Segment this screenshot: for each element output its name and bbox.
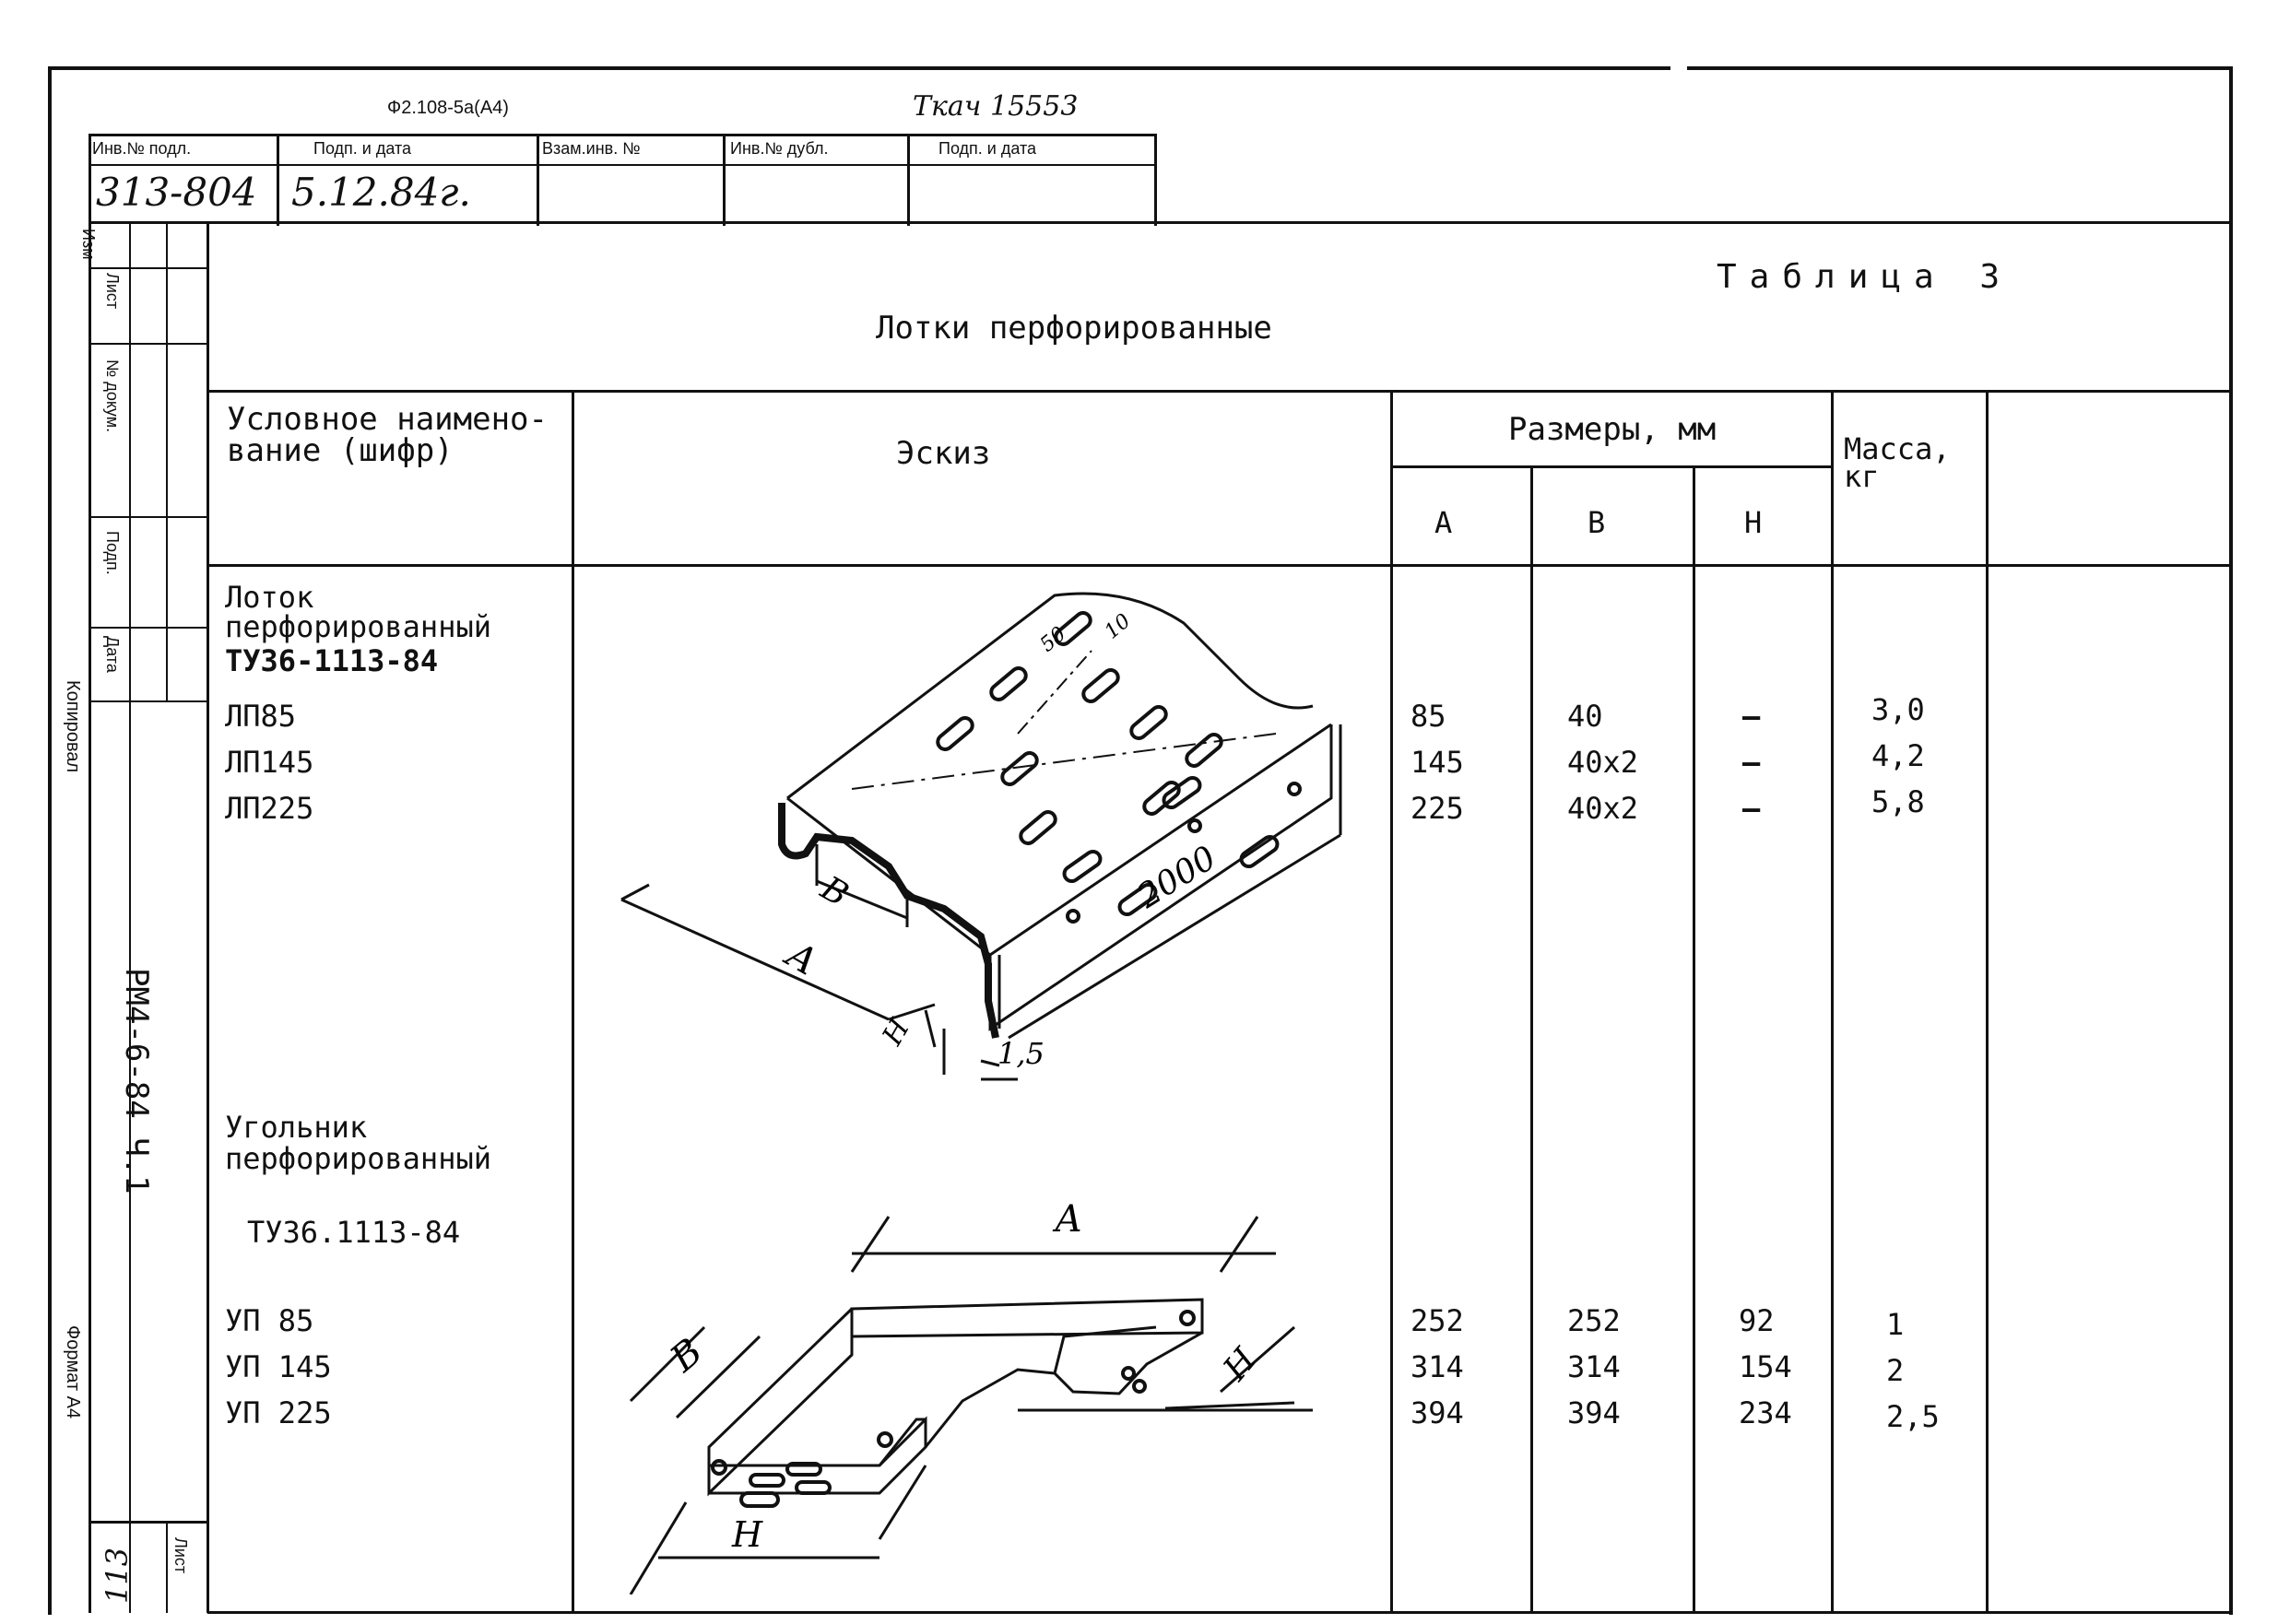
table-row-name: УП 85: [225, 1303, 314, 1338]
tray-label-b: В: [814, 869, 855, 915]
corner-label-b: В: [662, 1330, 711, 1381]
sheet-number: 113: [100, 1547, 135, 1604]
corner-name-col: [225, 1298, 332, 1436]
tray-a-col: [1410, 693, 1464, 831]
table-cell-b: 314: [1567, 1349, 1621, 1384]
table-cell-mass: 4,2: [1871, 738, 1925, 773]
signature: Ткач 15553: [913, 90, 1079, 123]
tray-name-col: [225, 693, 313, 831]
stamp-header-2: Подп. и дата: [313, 139, 412, 158]
table-cell-b: 40х2: [1567, 791, 1639, 826]
outer-border-right: [2229, 66, 2233, 1615]
corner-mass-col: [1886, 1301, 1940, 1440]
corner-label-h-bottom: Н: [732, 1514, 763, 1555]
group-spec: ТУ36.1113-84: [247, 1215, 461, 1250]
group-title: Угольник перфорированный: [225, 1110, 491, 1176]
tray-label-10: 10: [1100, 609, 1136, 644]
tray-mass-col: [1871, 687, 1925, 825]
table-row-name: УП 225: [225, 1395, 332, 1430]
sheet-label: Лист: [171, 1537, 190, 1574]
header-sketch: Эскиз: [896, 435, 991, 472]
table-caption: Таблица 3: [1717, 258, 2013, 296]
tray-label-a: А: [779, 933, 825, 984]
table-row-name: ЛП145: [225, 745, 314, 780]
tray-sketch: [575, 568, 1388, 1121]
corner-label-a: А: [1055, 1198, 1083, 1241]
margin-format: Формат А4: [63, 1325, 83, 1419]
header-dims: Размеры, мм: [1508, 411, 1717, 448]
outer-border-top-right: [1687, 66, 2231, 70]
stamp-header-5: Подп. и дата: [938, 139, 1037, 158]
stamp-date: 5.12.84г.: [291, 170, 471, 215]
table-row-name: УП 145: [225, 1349, 332, 1384]
table-title: Лотки перфорированные: [876, 310, 1272, 347]
table-cell-a: 314: [1410, 1349, 1464, 1384]
doc-code: РМ4-6-84 Ч.1: [118, 968, 155, 1194]
strip-label-docnum: № докум.: [103, 359, 122, 433]
table-cell-h: –: [1742, 699, 1761, 734]
tray-label-2000: 2000: [1131, 839, 1223, 916]
table-cell-mass: 2,5: [1886, 1399, 1940, 1434]
table-cell-h: 154: [1739, 1349, 1792, 1384]
outer-border-top: [48, 66, 1670, 70]
table-cell-a: 394: [1410, 1395, 1464, 1430]
stamp-header-1: Инв.№ подл.: [92, 139, 192, 158]
table-cell-h: –: [1742, 745, 1761, 780]
strip-label-podp: Подп.: [103, 531, 122, 575]
table-cell-b: 40: [1567, 699, 1603, 734]
tray-label-h: Н: [876, 1013, 917, 1051]
strip-label-izm: Изм: [79, 229, 98, 260]
table-cell-a: 225: [1410, 791, 1464, 826]
table-cell-h: 234: [1739, 1395, 1792, 1430]
table-cell-mass: 3,0: [1871, 692, 1925, 727]
table-cell-mass: 1: [1886, 1307, 1905, 1342]
header-name: Условное наимено- вание (шифр): [227, 401, 548, 469]
table-cell-a: 85: [1410, 699, 1446, 734]
table-cell-mass: 2: [1886, 1353, 1905, 1388]
table-cell-h: –: [1742, 791, 1761, 826]
margin-copied: Копировал: [63, 680, 83, 773]
strip-label-list: Лист: [103, 273, 122, 310]
header-a: А: [1434, 505, 1453, 540]
corner-b-col: [1567, 1298, 1621, 1436]
corner-a-col: [1410, 1298, 1464, 1436]
tray-h-col: [1742, 693, 1760, 831]
tray-label-50: 50: [1035, 622, 1071, 657]
header-b: В: [1588, 505, 1606, 540]
table-cell-a: 252: [1410, 1303, 1464, 1338]
table-row-name: ЛП225: [225, 791, 314, 826]
stamp-header-4: Инв.№ дубл.: [730, 139, 829, 158]
table-cell-mass: 5,8: [1871, 784, 1925, 819]
stamp-header-3: Взам.инв. №: [542, 139, 641, 158]
stamp-inv-number: 313-804: [96, 170, 257, 215]
strip-label-data: Дата: [103, 636, 122, 673]
table-cell-b: 40х2: [1567, 745, 1639, 780]
table-cell-b: 252: [1567, 1303, 1621, 1338]
group-title: Лоток перфорированный: [225, 580, 491, 644]
corner-sketch: [575, 1189, 1388, 1595]
group-spec: ТУ36-1113-84: [225, 643, 439, 678]
table-cell-b: 394: [1567, 1395, 1621, 1430]
header-h: Н: [1744, 505, 1763, 540]
table-cell-a: 145: [1410, 745, 1464, 780]
table-row-name: ЛП85: [225, 699, 297, 734]
table-cell-h: 92: [1739, 1303, 1775, 1338]
header-mass: Масса, кг: [1844, 431, 1951, 494]
corner-h-col: [1739, 1298, 1792, 1436]
outer-border-left: [48, 66, 52, 1615]
tray-b-col: [1567, 693, 1638, 831]
form-code: Ф2.108-5а(А4): [387, 98, 509, 118]
tray-label-thickness: 1,5: [997, 1036, 1045, 1071]
corner-label-h-right: Н: [1216, 1341, 1265, 1388]
